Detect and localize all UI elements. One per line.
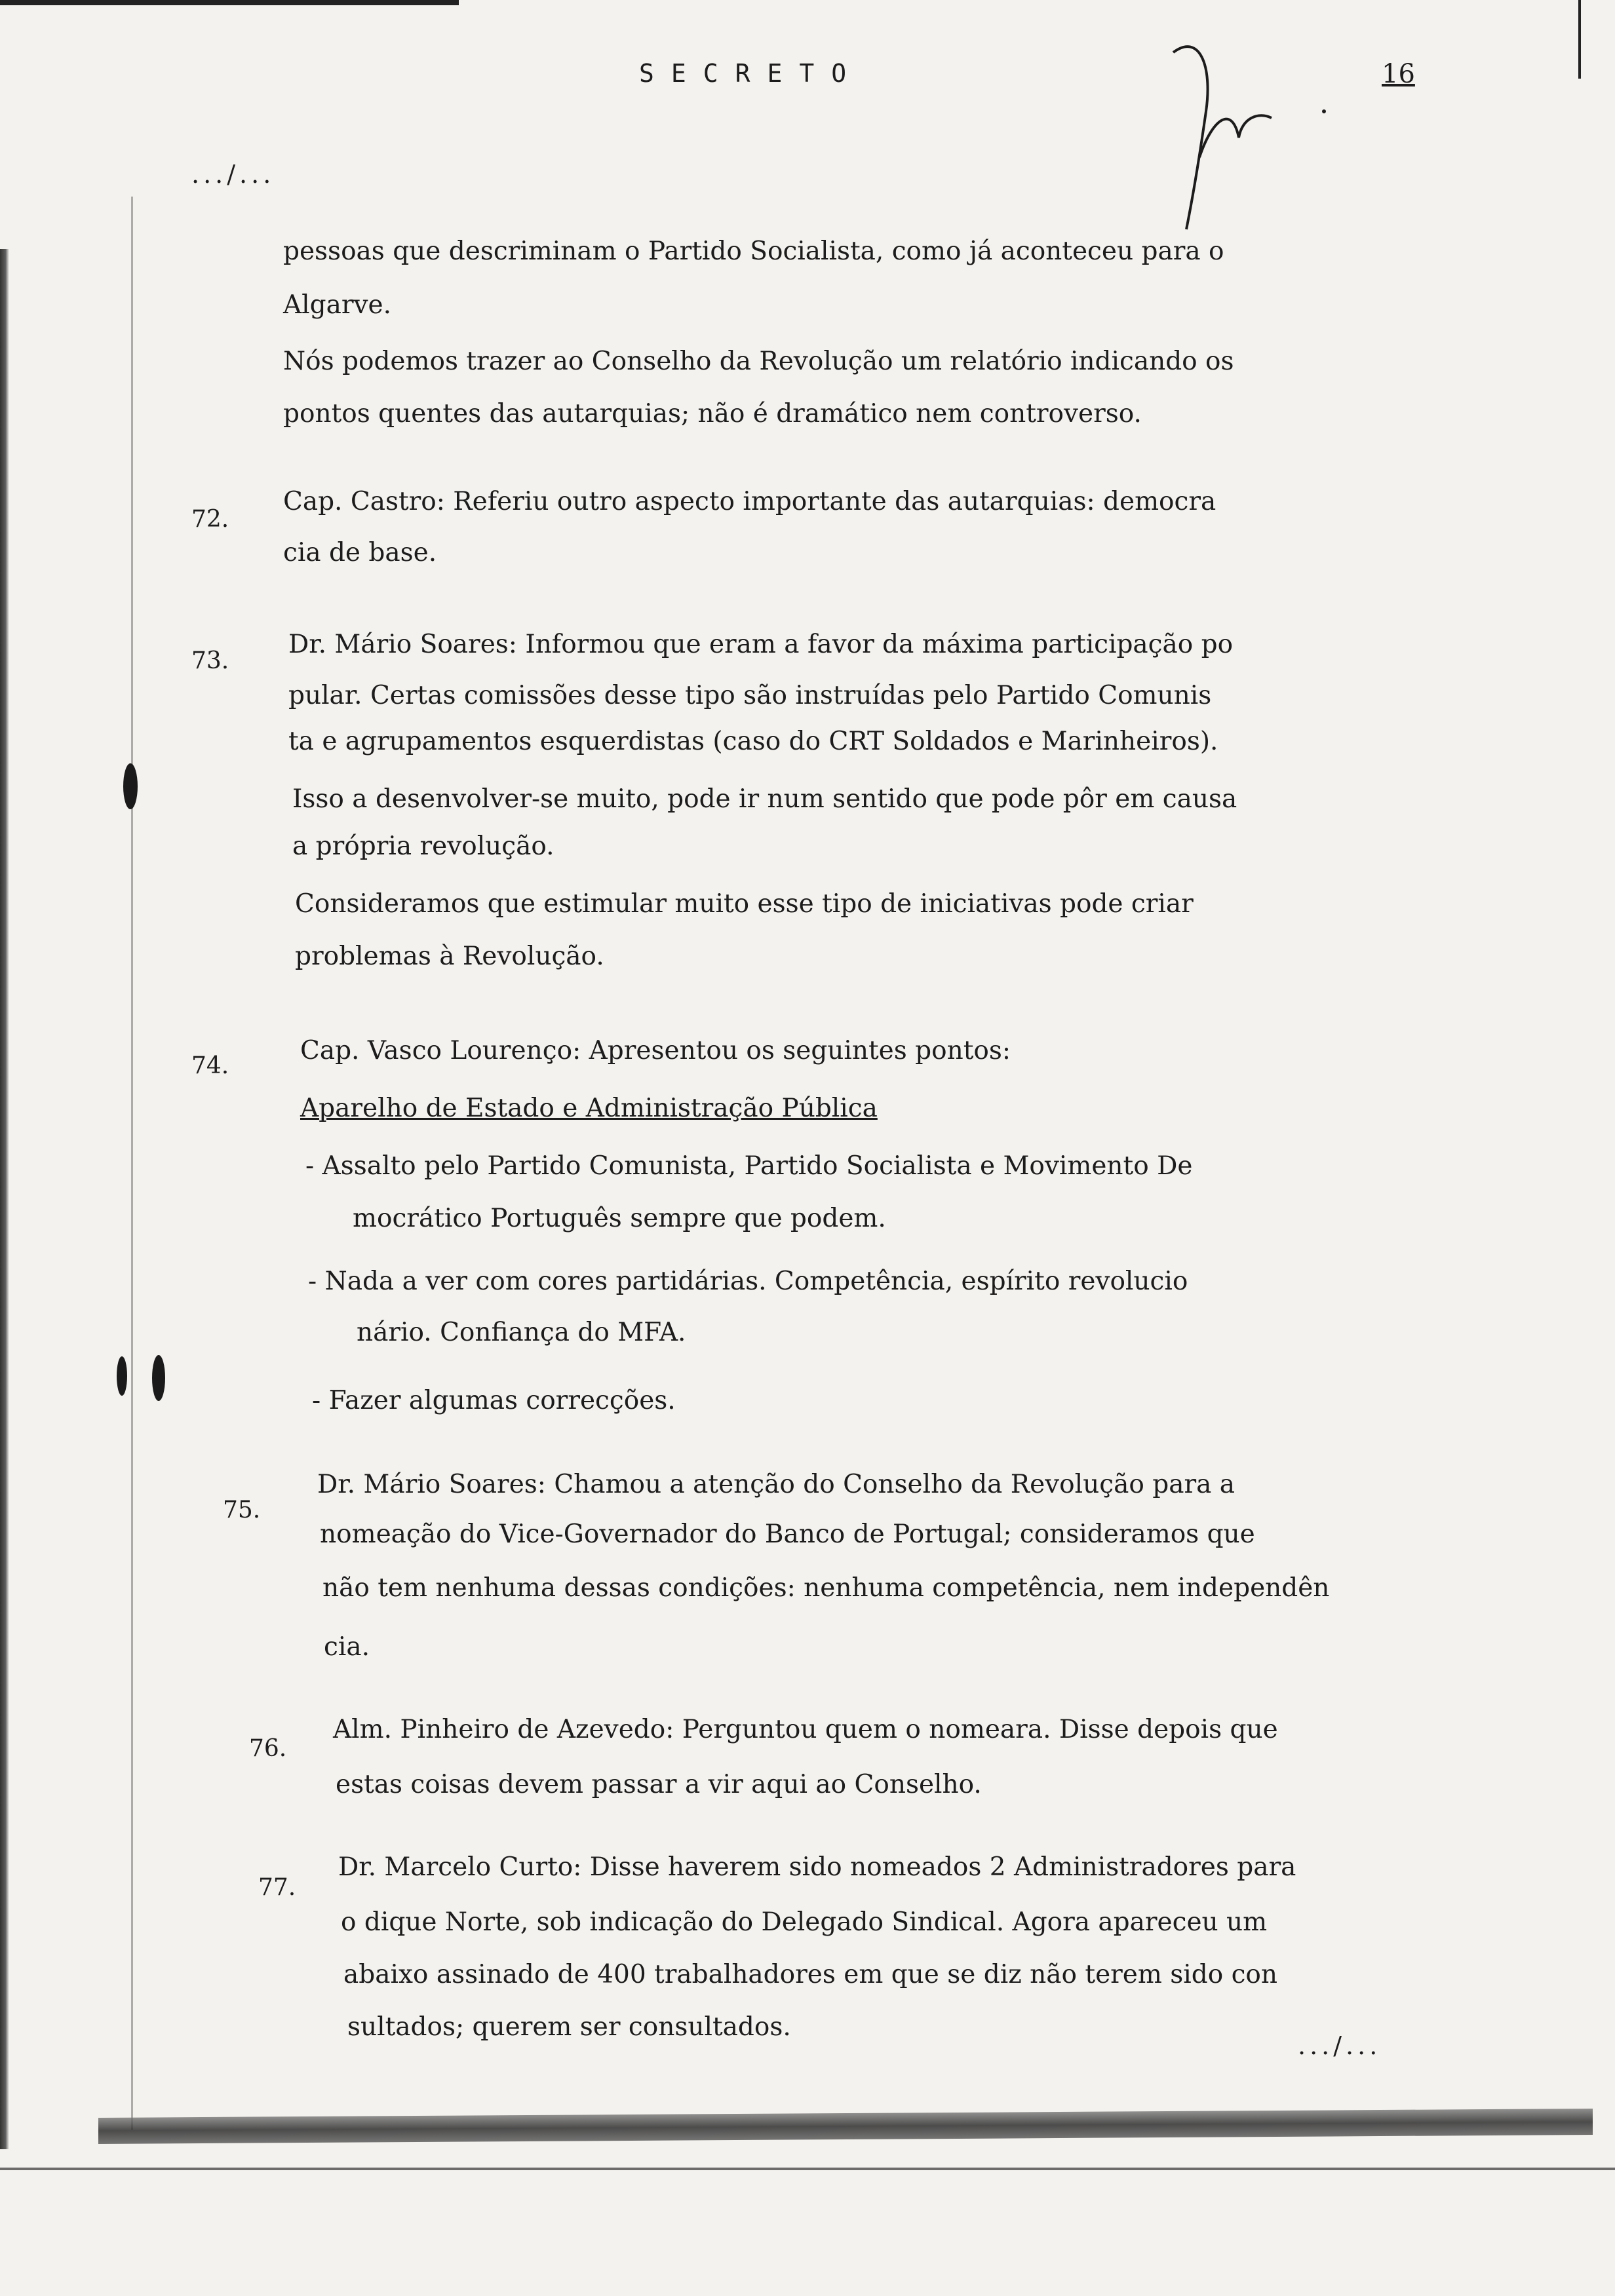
text-line: o dique Norte, sob indicação do Delegado Sindical. Agora apareceu um bbox=[341, 1907, 1268, 1937]
bullet-line: - Fazer algumas correcções. bbox=[312, 1386, 676, 1415]
continuation-mark-top: .../... bbox=[191, 160, 275, 189]
text-line: Consideramos que estimular muito esse tipo de iniciativas pode criar bbox=[295, 889, 1194, 919]
text-line: pular. Certas comissões desse tipo são instruídas pelo Partido Comunis bbox=[288, 681, 1212, 710]
text-line: problemas à Revolução. bbox=[295, 942, 604, 971]
text-line: sultados; querem ser consultados. bbox=[347, 2012, 791, 2042]
paragraph-number: 72. bbox=[191, 506, 229, 533]
classification-title: SECRETO bbox=[639, 59, 864, 88]
text-line: Alm. Pinheiro de Azevedo: Perguntou quem o nomeara. Disse depois que bbox=[333, 1715, 1278, 1744]
paragraph-number: 77. bbox=[258, 1874, 296, 1901]
text-line: mocrático Português sempre que podem. bbox=[353, 1204, 886, 1233]
text-line: estas coisas devem passar a vir aqui ao Conselho. bbox=[336, 1770, 982, 1799]
scan-blot bbox=[152, 1355, 165, 1401]
scan-top-rule bbox=[0, 0, 459, 5]
page-header bbox=[0, 59, 1615, 98]
scan-bottom-band bbox=[98, 2109, 1593, 2144]
scan-left-edge bbox=[0, 249, 9, 2149]
text-line: a própria revolução. bbox=[292, 832, 555, 861]
text-line: cia. bbox=[324, 1632, 370, 1662]
text-line: cia de base. bbox=[283, 538, 437, 567]
text-line: nário. Confiança do MFA. bbox=[357, 1318, 686, 1347]
text-line: Isso a desenvolver-se muito, pode ir num sentido que pode pôr em causa bbox=[292, 784, 1237, 814]
scan-blot bbox=[123, 763, 138, 809]
text-line: Dr. Marcelo Curto: Disse haverem sido nomeados 2 Administradores para bbox=[338, 1852, 1296, 1882]
text-line: Dr. Mário Soares: Chamou a atenção do Conselho da Revolução para a bbox=[317, 1470, 1235, 1499]
page-number: 16 bbox=[1382, 59, 1415, 89]
bullet-line: - Assalto pelo Partido Comunista, Partido Socialista e Movimento De bbox=[305, 1151, 1193, 1181]
text-line: pontos quentes das autarquias; não é dramático nem controverso. bbox=[283, 399, 1142, 429]
text-line: não tem nenhuma dessas condições: nenhuma competência, nem independên bbox=[322, 1573, 1330, 1603]
text-line: pessoas que descriminam o Partido Socialista, como já aconteceu para o bbox=[283, 237, 1224, 266]
paragraph-number: 74. bbox=[191, 1052, 229, 1079]
paragraph-number: 76. bbox=[249, 1735, 287, 1762]
text-line: Dr. Mário Soares: Informou que eram a favor da máxima participação po bbox=[288, 630, 1234, 659]
continuation-mark-bottom: .../... bbox=[1298, 2031, 1382, 2060]
bullet-line: - Nada a ver com cores partidárias. Competência, espírito revolucio bbox=[308, 1267, 1188, 1296]
handwritten-initials bbox=[1160, 39, 1344, 236]
scan-bottom-rule bbox=[0, 2168, 1615, 2170]
text-line: nomeação do Vice-Governador do Banco de Portugal; consideramos que bbox=[320, 1520, 1255, 1549]
scan-blot bbox=[117, 1356, 127, 1396]
text-line: Cap. Vasco Lourenço: Apresentou os seguintes pontos: bbox=[300, 1036, 1011, 1065]
text-line: Nós podemos trazer ao Conselho da Revolução um relatório indicando os bbox=[283, 347, 1234, 376]
paragraph-number: 75. bbox=[223, 1497, 261, 1523]
section-heading: Aparelho de Estado e Administração Pública bbox=[300, 1094, 878, 1123]
text-line: Algarve. bbox=[283, 290, 392, 320]
text-line: ta e agrupamentos esquerdistas (caso do CRT Soldados e Marinheiros). bbox=[288, 727, 1218, 756]
text-line: Cap. Castro: Referiu outro aspecto importante das autarquias: democra bbox=[283, 487, 1216, 516]
scan-margin-line bbox=[131, 197, 133, 2130]
text-line: abaixo assinado de 400 trabalhadores em que se diz não terem sido con bbox=[343, 1960, 1278, 1989]
paragraph-number: 73. bbox=[191, 647, 229, 674]
